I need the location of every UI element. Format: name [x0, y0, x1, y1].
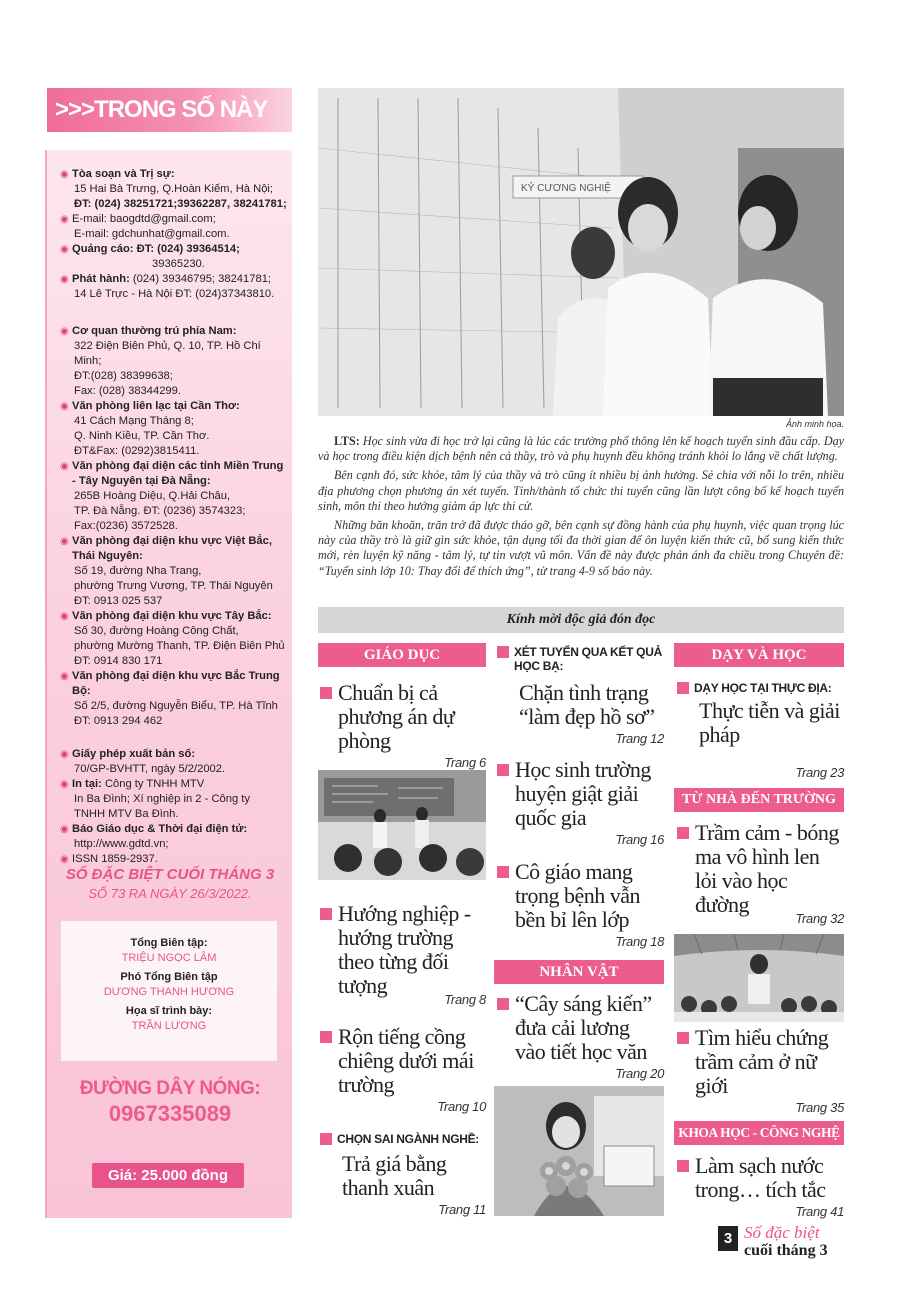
editorial-board: Tổng Biên tập: TRIỆU NGỌC LÂM Phó Tổng Biên tập DƯƠNG THANH HƯƠNG Họa sĩ trình bày: TRẦN LƯƠNG — [61, 921, 277, 1061]
contact-list — [60, 167, 290, 867]
teacher-flowers-photo — [494, 1086, 664, 1216]
lts-label: LTS: — [334, 434, 360, 448]
contact-item: ◉ Phát hành: (024) 39346795; 38241781; 14 Lê Trực - Hà Nội ĐT: (024)37343810. — [60, 272, 290, 302]
section-day-va-hoc: DẠY VÀ HỌC — [674, 643, 844, 667]
page-number: 3 — [718, 1226, 738, 1251]
contact-item: ◉ Văn phòng đại diện khu vực Tây Bắc: Số 30, đường Hoàng Công Chất, phường Mường Thanh, TP. Điện Biên Phủ ĐT: 0914 830 171 — [60, 609, 290, 669]
article-a3[interactable]: Rộn tiếng cồng chiêng dưới mái trường Trang 10 — [320, 1025, 486, 1114]
classroom-photo — [318, 770, 486, 880]
article-a2[interactable]: Hướng nghiệp - hướng trường theo từng đối tượng Trang 8 — [320, 902, 486, 1007]
article-c4[interactable]: Làm sạch nước trong… tích tắc Trang 41 — [677, 1154, 844, 1219]
contact-item: ◉ Tòa soạn và Trị sự: 15 Hai Bà Trưng, Q.Hoàn Kiếm, Hà Nội; ĐT: (024) 38251721;39362287, 38241781; — [60, 167, 290, 212]
main-photo — [318, 88, 844, 416]
invite-banner: Kính mời độc giả đón đọc — [318, 607, 844, 633]
contact-item: ◉ ISSN 1859-2937. — [60, 852, 290, 867]
svg-text:KỶ CƯƠNG NGHIỆ: KỶ CƯƠNG NGHIỆ — [521, 183, 611, 194]
sidebar-header: >>>TRONG SỐ NÀY — [47, 88, 292, 132]
section-giao-duc: GIÁO DỤC — [318, 643, 486, 667]
article-c1[interactable]: DẠY HỌC TẠI THỰC ĐỊA: Thực tiễn và giải pháp Trang 23 — [677, 681, 844, 780]
contact-item: ◉ Văn phòng đại diện khu vực Bắc Trung Bộ: Số 2/5, đường Nguyễn Biểu, TP. Hà Tĩnh ĐT: 0913 294 462 — [60, 669, 290, 729]
contact-item: ◉ Văn phòng liên lạc tại Cần Thơ: 41 Cách Mạng Tháng 8; Q. Ninh Kiều, TP. Cần Thơ. ĐT&Fax: (0292)3815411. — [60, 399, 290, 459]
article-a1[interactable]: Chuẩn bị cả phương án dự phòng Trang 6 — [320, 681, 486, 770]
photo-caption: Ảnh minh họa. — [785, 419, 844, 429]
contact-item: ◉ In tại: Công ty TNHH MTV In Ba Đình; Xí nghiệp in 2 - Công ty TNHH MTV Ba Đình. — [60, 777, 290, 822]
article-b4[interactable]: “Cây sáng kiến” đưa cải lương vào tiết học văn Trang 20 — [497, 992, 664, 1081]
contact-item: ◉ Văn phòng đại diện khu vực Việt Bắc, Thái Nguyên: Số 19, đường Nha Trang, phường Trưng Vương, TP. Thái Nguyên ĐT: 0913 025 537 — [60, 534, 290, 609]
issue-footer: Số đặc biệt cuối tháng 3 — [744, 1223, 828, 1259]
contact-item: ◉ Giấy phép xuất bản số: 70/GP-BVHTT, ngày 5/2/2002. — [60, 747, 290, 777]
article-a4[interactable]: CHỌN SAI NGÀNH NGHỀ: Trả giá bằng thanh xuân Trang 11 — [320, 1132, 486, 1217]
section-khoa-hoc-cong-nghe: KHOA HỌC - CÔNG NGHỆ — [674, 1121, 844, 1145]
section-tu-nha-den-truong: TỪ NHÀ ĐẾN TRƯỜNG — [674, 788, 844, 812]
article-c3[interactable]: Tìm hiểu chứng trầm cảm ở nữ giới Trang 35 — [677, 1026, 844, 1115]
contact-item: ◉ E-mail: baogdtd@gmail.com; E-mail: gdchunhat@gmail.com. — [60, 212, 290, 242]
section-nhan-vat: NHÂN VẬT — [494, 960, 664, 984]
hotline: ĐƯỜNG DÂY NÓNG: 0967335089 — [79, 1078, 261, 1126]
contact-item: ◉ Báo Giáo dục & Thời đại điện tử: http://www.gdtd.vn; — [60, 822, 290, 852]
article-b2[interactable]: Học sinh trường huyện giật giải quốc gia Trang 16 — [497, 758, 664, 847]
article-c2[interactable]: Trầm cảm - bóng ma vô hình len lỏi vào học đường Trang 32 — [677, 821, 844, 926]
article-b3[interactable]: Cô giáo mang trọng bệnh vẫn bền bỉ lên lớp Trang 18 — [497, 860, 664, 949]
contact-item: ◉ Cơ quan thường trú phía Nam: 322 Điện Biên Phủ, Q. 10, TP. Hồ Chí Minh; ĐT:(028) 38399638; Fax: (028) 38344299. — [60, 324, 290, 399]
school-event-photo — [674, 934, 844, 1022]
contact-item: ◉ Văn phòng đại diện các tỉnh Miền Trung - Tây Nguyên tại Đà Nẵng: 265B Hoàng Diệu, Q.Hải Châu, TP. Đà Nẵng. ĐT: (0236) 3574323; Fax:(0236) 3572528. — [60, 459, 290, 534]
article-b1[interactable]: XÉT TUYỂN QUA KẾT QUẢ HỌC BẠ: Chặn tình trạng “làm đẹp hồ sơ” Trang 12 — [497, 645, 664, 746]
price-badge: Giá: 25.000 đồng — [92, 1163, 244, 1188]
students-reading-notice-board — [318, 88, 844, 416]
editorial-intro: LTS: Học sinh vừa đi học trở lại cũng là lúc các trường phổ thông lên kế hoạch tuyển sinh đầu cấp. Dạy và học trong điều kiện dịch bệnh nên cả thầy, trò và phụ huynh đều không tránh khỏi lo lắng về chất lượng. Bên cạnh đó, sức khỏe, tâm lý của thầy và trò cũng ít nhiều bị ảnh hưởng. Sẻ chia với nỗi lo trên, nhiều địa phương chọn phương án xét tuyển. Tỉnh/thành tổ chức thi tuyển cũng lần lượt công bố kế hoạch tuyển sinh, môn thi theo hướng giảm áp lực thi cử. Những băn khoăn, trăn trở đã được tháo gỡ, bên cạnh sự đồng hành của phụ huynh, việc quan trọng lúc này của thầy trò là giữ gìn sức khỏe, tận dụng tối đa thời gian để ôn luyện kiến thức cũ, bổ sung kiến thức mới, rèn luyện kỹ năng - tâm lý, tự tin vượt vũ môn. Vấn đề này được phản ánh đa chiều trong Chuyên đề: “Tuyển sinh lớp 10: Thay đổi để thích ứng”, từ trang 4-9 số báo này. — [318, 434, 844, 578]
contact-item: ◉ Quảng cáo: ĐT: (024) 39364514; 39365230. — [60, 242, 290, 272]
special-issue: SỐ ĐẶC BIỆT CUỐI THÁNG 3 SỐ 73 RA NGÀY 26/3/2022. — [65, 866, 275, 901]
